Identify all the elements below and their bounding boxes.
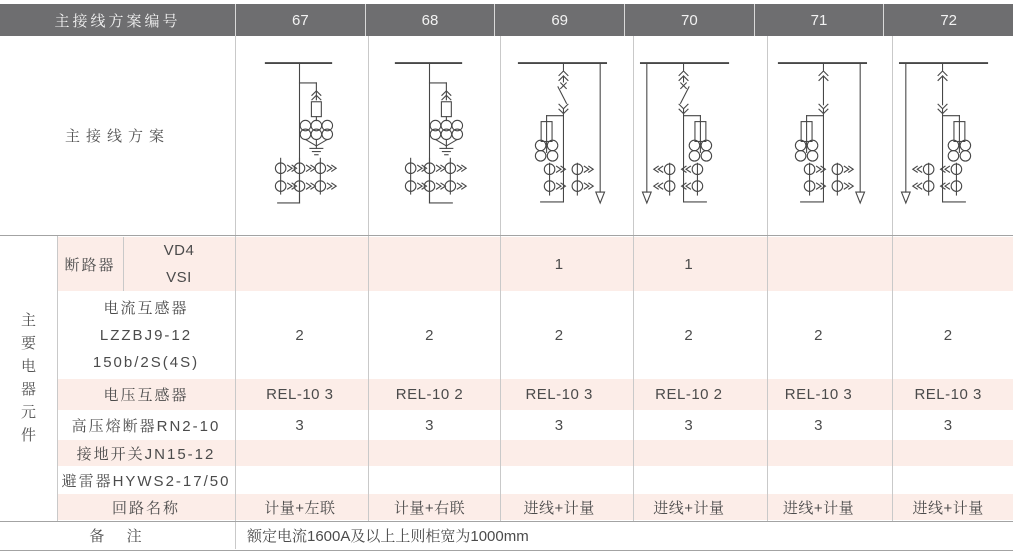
component-value-cell: [235, 237, 365, 291]
scheme-diagram-70: [624, 36, 753, 234]
remark-label: 备 注: [89, 528, 146, 545]
scheme-diagram-72: [883, 36, 1012, 234]
component-row-label: [57, 237, 235, 291]
component-value-cell: 2: [295, 326, 305, 344]
column-divider: [123, 237, 124, 291]
component-value-cell: [883, 468, 1013, 492]
header-label: 主接线方案编号: [54, 12, 181, 30]
column-divider: [368, 36, 369, 521]
component-value-cell: REL-10 2: [395, 386, 464, 403]
component-row: [57, 379, 1013, 410]
component-value-cell: [754, 440, 884, 466]
component-value-cell: 3: [554, 416, 564, 434]
section-divider: [0, 235, 1013, 236]
diagram-row-label: 主接线方案: [64, 128, 170, 145]
component-value-cell: 3: [814, 416, 823, 434]
component-value-cell: 1: [554, 255, 564, 273]
component-row-label: 电压互感器: [103, 387, 189, 404]
breaker-model-label: VD4 VSI: [163, 242, 195, 286]
component-value-cell: [494, 440, 624, 466]
column-divider: [57, 236, 58, 521]
component-row: [57, 494, 1013, 520]
component-value-cell: REL-10 3: [914, 386, 982, 403]
scheme-diagram-cell-69: [494, 36, 624, 235]
component-value-cell: 2: [554, 326, 564, 344]
component-value-cell: [883, 237, 1013, 291]
component-value-cell: [365, 440, 495, 466]
component-value-cell: [235, 468, 365, 492]
component-value-cell: [624, 468, 754, 492]
header-scheme-number: 68: [365, 4, 495, 36]
section-divider: [0, 521, 1013, 522]
component-value-cell: 1: [684, 255, 694, 273]
component-value-cell: [754, 468, 884, 492]
component-row: [57, 237, 1013, 291]
component-value-cell: [883, 440, 1013, 466]
component-value-cell: 计量+右联: [393, 499, 466, 517]
component-value-cell: 2: [684, 326, 694, 344]
component-row-label: 电流互感器 LZZBJ9-12 150b/2S(4S): [92, 299, 200, 371]
component-row: [57, 293, 1013, 377]
scheme-diagram-cell-68: [365, 36, 495, 235]
component-value-cell: 3: [295, 416, 305, 434]
component-value-cell: 进线+计量: [782, 499, 855, 517]
component-row-label: 回路名称: [111, 499, 180, 517]
component-row-label: 接地开关JN15-12: [76, 445, 216, 463]
scheme-diagram-67: [235, 36, 364, 234]
component-value-cell: [365, 468, 495, 492]
scheme-diagram-cell-70: [624, 36, 754, 235]
breaker-label: 断路器: [64, 256, 116, 274]
header-scheme-number: 72: [883, 4, 1013, 36]
component-row: [57, 412, 1013, 438]
scheme-diagram-cell-67: [235, 36, 365, 235]
section-divider: [0, 550, 1013, 551]
remark-row: [0, 521, 1013, 550]
component-value-cell: 计量+左联: [264, 499, 336, 517]
component-value-cell: 进线+计量: [912, 499, 984, 517]
component-row: [57, 468, 1013, 492]
column-divider: [767, 36, 768, 521]
component-value-cell: REL-10 2: [655, 386, 723, 403]
component-value-cell: [494, 468, 624, 492]
component-value-cell: 进线+计量: [653, 499, 725, 517]
diagram-row: [0, 36, 1013, 235]
component-value-cell: REL-10 3: [266, 386, 334, 403]
component-value-cell: 3: [943, 416, 953, 434]
header-row: [0, 4, 1013, 36]
components-side-label: 主 要 电 器 元 件: [20, 312, 36, 444]
component-value-cell: [624, 440, 754, 466]
component-value-cell: 3: [684, 416, 694, 434]
component-value-cell: [754, 237, 884, 291]
header-scheme-number: 69: [494, 4, 624, 36]
component-value-cell: 2: [425, 326, 434, 344]
component-row: [57, 440, 1013, 466]
header-scheme-number: 71: [754, 4, 884, 36]
column-divider: [235, 36, 236, 549]
component-value-cell: 2: [814, 326, 823, 344]
component-value-cell: REL-10 3: [784, 386, 853, 403]
scheme-diagram-cell-72: [883, 36, 1013, 235]
component-value-cell: 进线+计量: [523, 499, 595, 517]
column-divider: [892, 36, 893, 521]
scheme-diagram-71: [754, 36, 883, 234]
component-row-label: 避雷器HYWS2-17/50: [61, 472, 231, 490]
column-divider: [500, 36, 501, 521]
component-value-cell: 3: [425, 416, 434, 434]
header-scheme-number: 67: [235, 4, 365, 36]
component-value-cell: [365, 237, 495, 291]
component-value-cell: [235, 440, 365, 466]
remark-value: 额定电流1600A及以上上则柜宽为1000mm: [247, 528, 529, 545]
scheme-diagram-69: [494, 36, 623, 234]
component-value-cell: REL-10 3: [525, 386, 593, 403]
scheme-diagram-cell-71: [754, 36, 884, 235]
scheme-diagram-68: [365, 36, 494, 234]
header-scheme-number: 70: [624, 4, 754, 36]
component-value-cell: 2: [943, 326, 953, 344]
column-divider: [633, 36, 634, 521]
component-row-label: 高压熔断器RN2-10: [71, 417, 221, 435]
